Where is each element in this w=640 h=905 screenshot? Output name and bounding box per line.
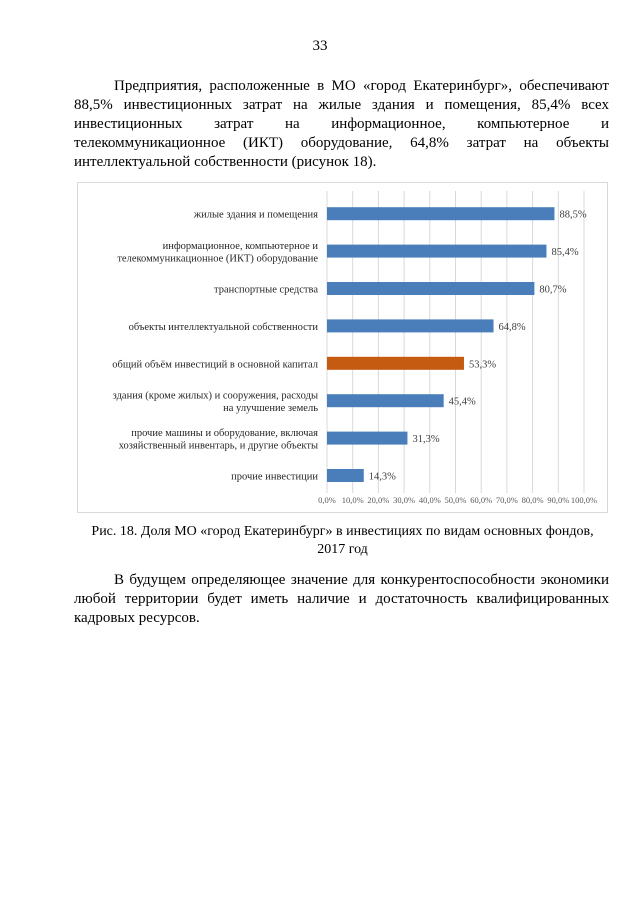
data-label: 64,8%	[498, 321, 526, 333]
bar	[327, 319, 494, 332]
x-tick-label: 80,0%	[521, 495, 544, 505]
data-label: 80,7%	[539, 284, 567, 296]
data-label: 88,5%	[559, 209, 587, 221]
bar	[327, 207, 554, 220]
category-label: телекоммуникационное (ИКТ) оборудование	[117, 253, 318, 265]
x-tick-label: 90,0%	[547, 495, 570, 505]
bar	[327, 245, 546, 258]
x-tick-label: 10,0%	[341, 495, 364, 505]
category-label: прочие машины и оборудование, включая	[131, 427, 318, 439]
category-label: общий объём инвестиций в основной капитал	[112, 359, 318, 371]
caption-line-1: Рис. 18. Доля МО «город Екатеринбург» в инвестициях по видам основных фондов,	[91, 524, 594, 539]
data-label: 85,4%	[551, 247, 579, 259]
data-label: 14,3%	[368, 471, 396, 483]
category-label: транспортные средства	[214, 284, 318, 296]
figure-caption	[60, 523, 625, 559]
caption-line-2: 2017 год	[317, 542, 368, 557]
x-tick-label: 70,0%	[495, 495, 518, 505]
x-tick-label: 100,0%	[570, 495, 598, 505]
data-label: 31,3%	[412, 434, 440, 446]
category-label: объекты интеллектуальной собственности	[128, 321, 318, 333]
page-number: 33	[312, 38, 328, 54]
category-label: здания (кроме жилых) и сооружения, расходы	[112, 390, 318, 402]
data-label: 45,4%	[448, 396, 476, 408]
x-tick-label: 60,0%	[470, 495, 493, 505]
bar	[327, 432, 407, 445]
bar	[327, 282, 534, 295]
chart-frame	[77, 182, 608, 513]
x-tick-label: 20,0%	[367, 495, 390, 505]
x-tick-label: 40,0%	[418, 495, 441, 505]
x-tick-label: 50,0%	[444, 495, 467, 505]
intro-paragraph: Предприятия, расположенные в МО «город Екатеринбург», обеспечивают 88,5% инвестиционных затрат на жилые здания и помещения, 85,4% всех инвестиционных затрат на информационное, компьютерное и телекоммуникационное (ИКТ) оборудование, 64,8% затрат на объекты интеллектуальной собственности (рисунок 18).	[74, 78, 609, 170]
investment-share-bar-chart	[78, 183, 609, 514]
category-label: прочие инвестиции	[231, 471, 318, 483]
data-label: 53,3%	[468, 359, 497, 371]
category-label: хозяйственный инвентарь, и другие объекты	[118, 440, 318, 452]
bar	[327, 357, 464, 370]
closing-paragraph: В будущем определяющее значение для конкурентоспособности экономики любой территории будет иметь наличие и достаточность квалифицированных кадровых ресурсов.	[74, 572, 609, 626]
category-label: жилые здания и помещения	[193, 209, 318, 221]
x-tick-label: 0,0%	[318, 495, 336, 505]
bar	[327, 469, 364, 482]
category-label: информационное, компьютерное и	[162, 240, 318, 252]
bar	[327, 394, 444, 407]
category-label: на улучшение земель	[223, 402, 318, 414]
x-tick-label: 30,0%	[393, 495, 416, 505]
